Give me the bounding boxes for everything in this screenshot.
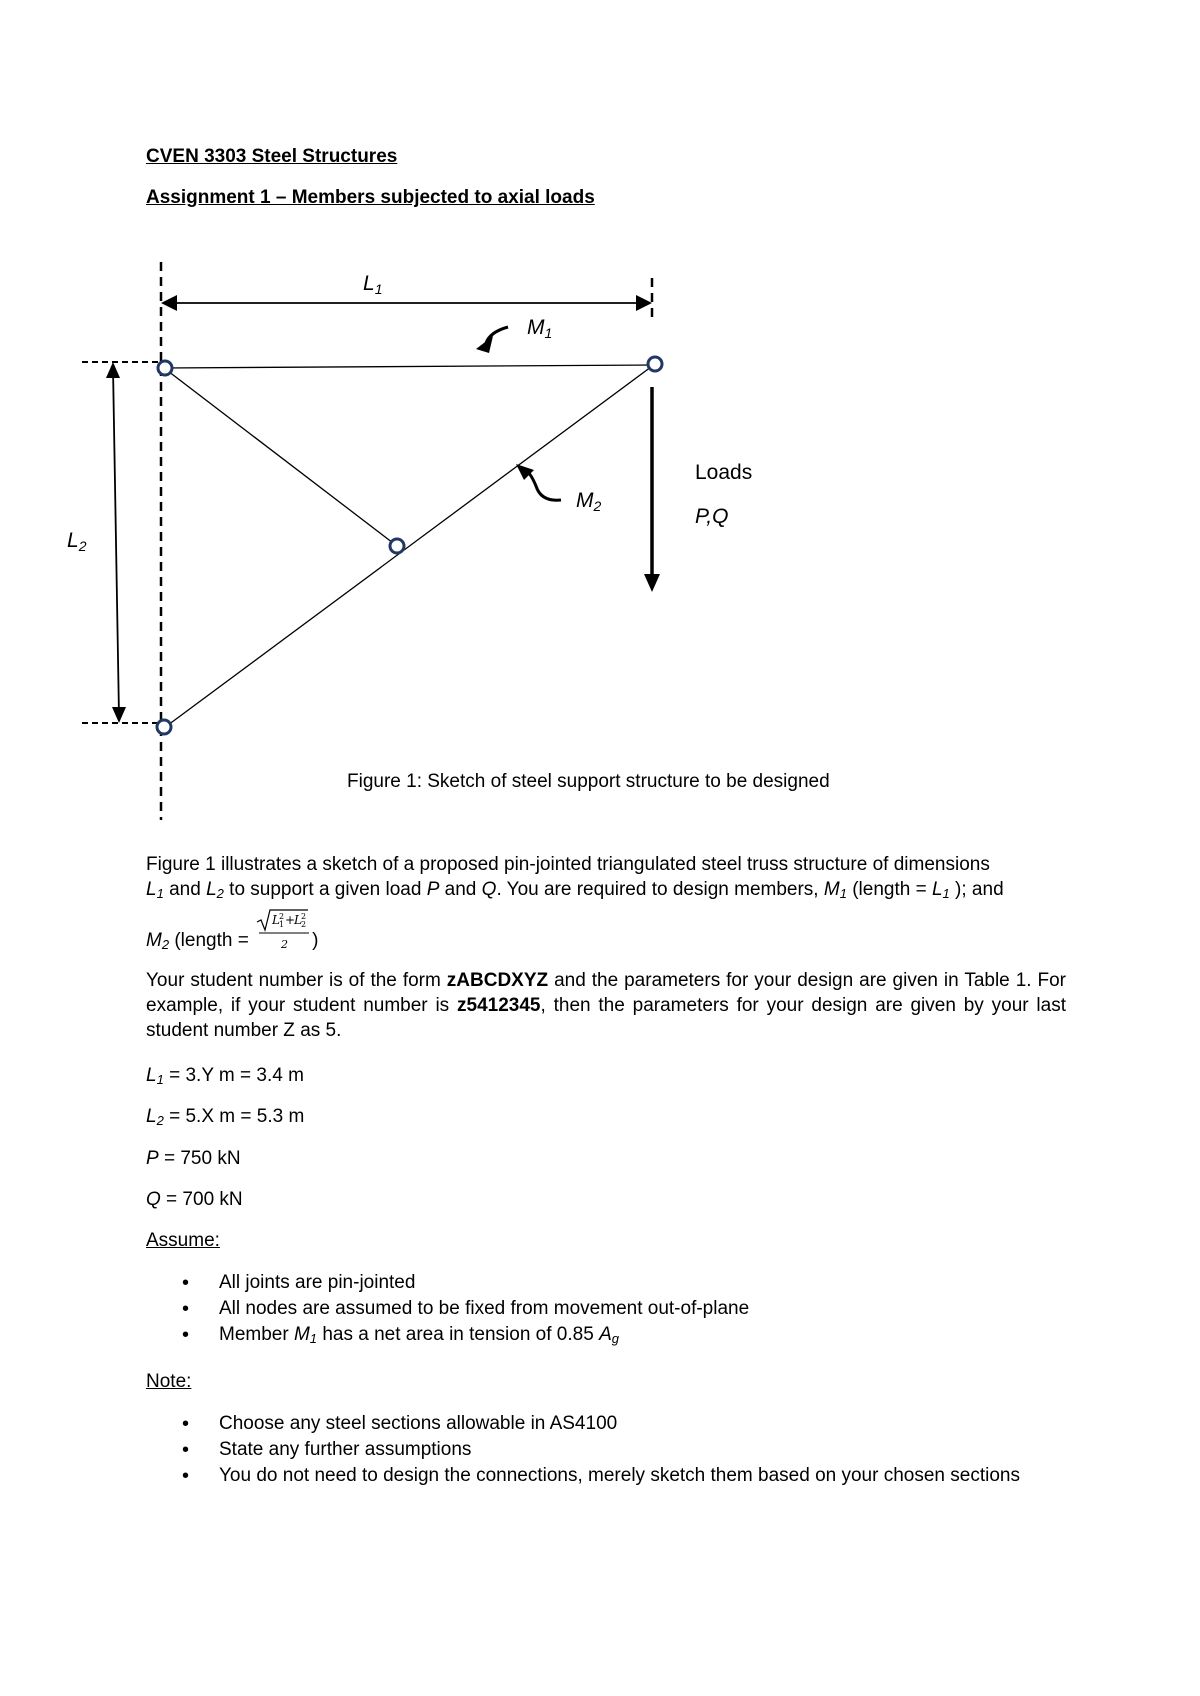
svg-text:L: L bbox=[294, 913, 303, 927]
l2-arrow-top bbox=[106, 362, 120, 378]
member-web bbox=[164, 368, 397, 546]
svg-text:2: 2 bbox=[301, 912, 307, 921]
list-item: • Choose any steel sections allowable in AS4100 bbox=[146, 1411, 1020, 1437]
example-student-number: z5412345 bbox=[457, 995, 541, 1016]
m1-pointer-head bbox=[476, 336, 493, 353]
loads-label: Loads bbox=[695, 461, 753, 484]
note-list bbox=[146, 1411, 1020, 1489]
l1-label: L1 bbox=[363, 272, 383, 297]
list-item: • State any further assumptions bbox=[146, 1437, 1020, 1463]
l2-arrow-bottom bbox=[112, 707, 126, 723]
l2-label: L2 bbox=[67, 529, 87, 554]
m2-length-formula bbox=[254, 908, 312, 960]
assume-list bbox=[146, 1270, 749, 1348]
m2-length-line: $M_2$ (length = L 2 1 + L 2 2 2 ) bbox=[146, 908, 318, 960]
pq-label: P,Q bbox=[695, 505, 729, 528]
truss-diagram bbox=[0, 230, 1200, 830]
equation-l1: $L_1 = 3.Y$ m = 3.4 m bbox=[146, 1065, 304, 1087]
list-item: • All joints are pin-jointed bbox=[146, 1270, 749, 1296]
svg-text:2: 2 bbox=[281, 938, 289, 951]
m1-label: M1 bbox=[527, 316, 553, 341]
svg-text:1: 1 bbox=[279, 920, 285, 929]
paragraph-intro: Figure 1 illustrates a sketch of a proposed pin-jointed triangulated steel truss structure of dimensions $L_1$ and $L_2$ to support a given load P and Q. You are required to design members, $M_1$ (length = $L_1$ ); and bbox=[146, 854, 1004, 901]
assignment-title: Assignment 1 – Members subjected to axial loads bbox=[146, 187, 595, 208]
p1-text-a: Figure 1 illustrates a sketch of a proposed pin-jointed triangulated steel truss structure of dimensions bbox=[146, 854, 990, 875]
node-middle bbox=[390, 539, 404, 553]
assume-heading: Assume: bbox=[146, 1230, 220, 1251]
svg-text:L: L bbox=[272, 913, 281, 927]
svg-text:2: 2 bbox=[301, 920, 307, 929]
student-number-form: zABCDXYZ bbox=[446, 970, 549, 991]
list-item: • You do not need to design the connections, merely sketch them based on your chosen sections bbox=[146, 1463, 1020, 1489]
node-top-right bbox=[648, 357, 662, 371]
note-heading: Note: bbox=[146, 1371, 192, 1392]
equation-q: Q = 700 kN bbox=[146, 1189, 243, 1210]
member-m1 bbox=[164, 365, 655, 368]
node-top-left bbox=[158, 361, 172, 375]
l1-arrow-left bbox=[161, 295, 177, 311]
l2-dimension-line bbox=[113, 368, 119, 716]
l1-arrow-right bbox=[636, 295, 652, 311]
svg-text:2: 2 bbox=[279, 912, 285, 921]
paragraph-student-number: Your student number is of the form zABCDXYZ and the parameters for your design are given in Table 1. For example, if your student number is z5412345, then the parameters for your design are given by your last student number Z as 5. bbox=[146, 970, 1066, 1041]
course-title: CVEN 3303 Steel Structures bbox=[146, 146, 398, 167]
m2-pointer bbox=[526, 470, 561, 500]
equation-l2: $L_2 = 5.X$ m = 5.3 m bbox=[146, 1106, 305, 1128]
equation-p: P = 750 kN bbox=[146, 1148, 241, 1169]
m2-label: M2 bbox=[576, 489, 602, 514]
node-bottom-left bbox=[157, 720, 171, 734]
figure-caption: Figure 1: Sketch of steel support structure to be designed bbox=[347, 771, 830, 792]
member-m2-diagonal bbox=[164, 364, 655, 728]
svg-text:+: + bbox=[285, 913, 296, 927]
sym-l1: $L_1$ bbox=[146, 879, 164, 901]
list-item: • All nodes are assumed to be fixed from movement out-of-plane bbox=[146, 1296, 749, 1322]
list-item: • Member $M_1$ has a net area in tension of 0.85 $A_g$ bbox=[146, 1322, 749, 1348]
load-arrow-head bbox=[644, 574, 660, 592]
